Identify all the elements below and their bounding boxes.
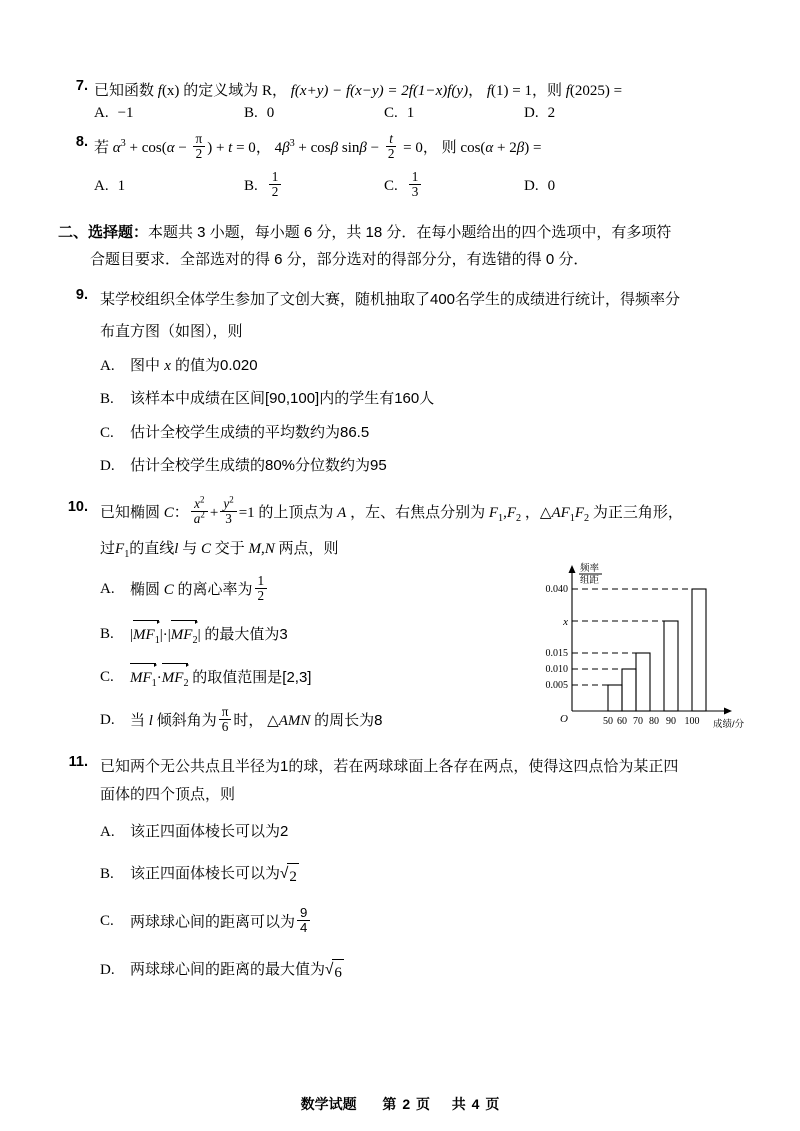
q9-option-c[interactable]: C. 估计全校学生成绩的平均数约为86.5: [100, 423, 370, 441]
q8-option-a[interactable]: A. 1: [94, 177, 126, 194]
svg-text:x: x: [563, 615, 568, 628]
q8-option-c[interactable]: C. $\frac{1}{3}$: [384, 172, 524, 201]
footer-total-number: 4: [471, 1096, 480, 1112]
svg-text:O: O: [560, 712, 568, 725]
q11-option-d[interactable]: D. 两球球心间的距离的最大值为 √ 6: [100, 957, 748, 986]
q9-stem-line-2: 布直方图（如图），则: [100, 322, 243, 340]
q11-option-a[interactable]: A. 该正四面体棱长可以为2: [100, 822, 289, 840]
q7-text-2: 的定义域为: [183, 82, 259, 99]
q7-text-1: 已知函数: [94, 82, 155, 99]
footer-title: 数学试题: [300, 1096, 357, 1112]
svg-text:0.010: 0.010: [545, 663, 568, 675]
footer-page-label: 第: [382, 1096, 397, 1112]
q10-stem-line-1: 已知椭圆 C： $\frac{x^2}{a^2}$ + $\frac{y^2}{3}$ =1 的上顶点为 A ，左、右焦点分别为 $F_1,F_2$ ，$\triangle AF_1F_2$ 为正三角形，: [100, 494, 683, 527]
question-7-options: [94, 105, 748, 122]
q7-cond: f(1) = 1: [486, 83, 532, 99]
q10-option-b[interactable]: B. $|MF_1|\cdot|MF_2|$ 的最大值为3: [100, 621, 748, 648]
svg-text:0.015: 0.015: [545, 647, 568, 659]
question-8-stem: 若 $\alpha^3 + \cos(\alpha$ − $\frac{\pi}{2}$ ) + t = 0， $4\beta^3 + \cos\beta$ sinβ − $\frac{t}{2}$ = 0， 则 cos(α + 2β) =: [94, 131, 542, 162]
svg-text:0.005: 0.005: [545, 679, 568, 691]
question-10-number: 10.: [67, 499, 88, 516]
q8-prefix: 若: [94, 139, 110, 157]
footer-total-unit: 页: [485, 1096, 500, 1112]
svg-text:100: 100: [684, 715, 700, 727]
q8-eq1: $\alpha^3 + \cos(\alpha$ − $\frac{\pi}{2}$ ) + t = 0: [112, 131, 256, 162]
question-7: [58, 78, 748, 104]
question-8: [58, 131, 748, 163]
q11-option-b[interactable]: B. 该正四面体棱长可以为 √ 2: [100, 861, 748, 890]
q9-stem-line-1: 某学校组织全体学生参加了文创大赛，随机抽取了400名学生的成绩进行统计，得频率分: [100, 290, 681, 308]
q10-option-c[interactable]: C. $MF_1\cdot MF_2$ 的取值范围是[2,3]: [100, 664, 748, 691]
question-11: [58, 754, 748, 986]
q7-option-b[interactable]: B. 0: [244, 105, 275, 122]
q8-eq2: $4\beta^3 + \cos\beta$ sinβ − $\frac{t}{2}$ = 0: [274, 131, 423, 162]
question-11-number: 11.: [68, 754, 88, 771]
q8-target: cos(α + 2β) =: [460, 140, 542, 157]
q8-option-b[interactable]: B. $\frac{1}{2}$: [244, 172, 384, 201]
footer-page-number: 2: [402, 1096, 411, 1112]
svg-text:成绩/分: 成绩/分: [713, 718, 745, 730]
q7-f: f: [157, 83, 162, 99]
q11-stem-line-2: 面体的四个顶点，则: [100, 786, 236, 804]
q7-option-a[interactable]: A. −1: [94, 105, 134, 122]
q7-option-c[interactable]: C. 1: [384, 105, 415, 122]
question-8-options: [94, 169, 748, 201]
q10-option-a[interactable]: A. 椭圆 C 的离心率为 $\frac{1}{2}$: [100, 576, 748, 605]
svg-text:60: 60: [617, 715, 627, 727]
q10-option-d[interactable]: D. 当 l 倾斜角为 $\frac{\pi}{6}$ 时， △AMN 的周长为8: [100, 704, 383, 735]
svg-text:70: 70: [633, 715, 643, 727]
q9-option-b[interactable]: B. 该样本中成绩在区间[90,100]内的学生有160人: [100, 390, 435, 408]
section-line-2: 合题目要求．全部选对的得 6 分，部分选对的得部分分，有选错的得 0 分．: [90, 250, 589, 268]
question-9-number: 9.: [75, 286, 88, 303]
q11-stem-line-1: 已知两个无公共点且半径为1的球，若在两球球面上各存在两点，使得这四点恰为某正四: [100, 758, 679, 776]
q7-option-d[interactable]: D. 2: [524, 105, 556, 122]
footer-page-unit: 页: [416, 1096, 430, 1112]
q7-R: R: [261, 83, 272, 99]
question-8-number: 8.: [75, 134, 88, 151]
question-7-number: 7.: [75, 78, 88, 94]
q9-option-d[interactable]: D. 估计全校学生成绩的80%分位数约为95: [100, 456, 387, 474]
section-line-1: 本题共 3 小题，每小题 6 分，共 18 分．在每小题给出的四个选项中，有多项符: [148, 223, 672, 241]
svg-text:0.040: 0.040: [545, 583, 568, 595]
footer-total-label: 共: [451, 1096, 466, 1112]
question-7-stem: 已知函数 f(x) 的定义域为 R， f(x+y) − f(x−y) = 2f(1−x)f(y)， f(1) = 1，则 f(2025) =: [94, 82, 623, 99]
q7-expr: f(x+y) − f(x−y) = 2f(1−x)f(y): [290, 83, 469, 99]
page-content: [58, 76, 748, 986]
q11-option-c[interactable]: C. 两球球心间的距离可以为 $\frac{9}{4}$: [100, 908, 748, 937]
svg-text:频率: 频率: [580, 562, 600, 574]
q8-option-d[interactable]: D. 0: [524, 177, 556, 194]
section-heading: [58, 219, 748, 273]
svg-text:90: 90: [666, 715, 676, 727]
q7-target: f(2025) =: [565, 83, 623, 99]
svg-text:80: 80: [649, 715, 659, 727]
q10-stem-line-2: 过$F_1$的直线l 与 C 交于 M,N 两点，则: [100, 539, 339, 560]
svg-text:组距: 组距: [580, 574, 600, 586]
page-footer: [0, 1094, 800, 1114]
q9-option-a[interactable]: A. 图中 x 的值为0.020: [100, 357, 258, 375]
section-label: 二、选择题：: [58, 223, 149, 241]
svg-text:50: 50: [603, 715, 613, 727]
frequency-histogram: [510, 559, 748, 739]
q7-x: (x): [161, 83, 180, 99]
histogram-svg: [510, 559, 748, 739]
